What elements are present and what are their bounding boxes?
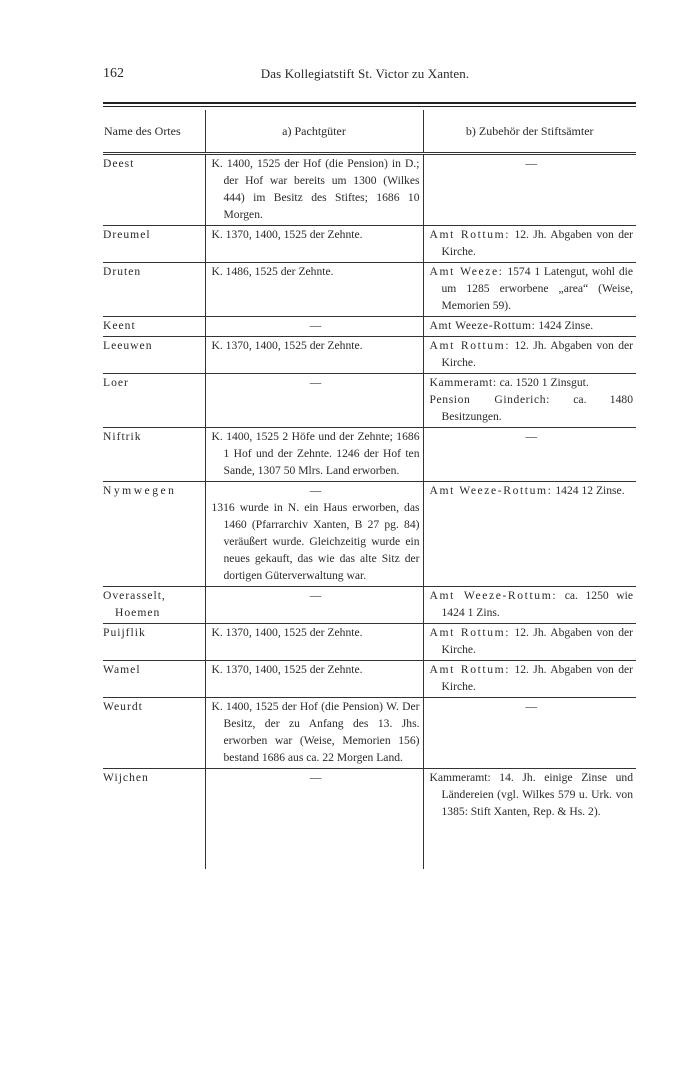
pachtgueter-cell: K. 1370, 1400, 1525 der Zehnte. (205, 337, 423, 374)
zubehoer-cell: Amt Weeze-Rottum: ca. 1250 wie 1424 1 Zins. (423, 587, 636, 624)
table-row (103, 661, 636, 698)
place-name: Leeuwen (103, 337, 205, 374)
place-name: Loer (103, 374, 205, 428)
place-name: Puijflik (103, 624, 205, 661)
running-head: Das Kollegiatstift St. Victor zu Xanten. (260, 66, 470, 81)
pachtgueter-cell: — 1316 wurde in N. ein Haus erworben, das 1460 (Pfarrarchiv Xanten, B 27 pg. 84) veräußert wurde. Gleichzeitig wurde ein neues gekauft, das wie das alte Sitz der dortigen Güterverwaltung war. (205, 482, 423, 587)
zubehoer-cell: Kammeramt: 14. Jh. einige Zinse und Ländereien (vgl. Wilkes 579 u. Urk. von 1385: Stift Xanten, Rep. & Hs. 2). (429, 771, 633, 818)
table-row (103, 482, 636, 587)
place-name: Deest (103, 154, 205, 226)
register-table (103, 110, 636, 869)
column-header-zubehoer: b) Zubehör der Stiftsämter (423, 110, 636, 154)
zubehoer-cell: Amt Rottum: 12. Jh. Abgaben von der Kirche. (423, 337, 636, 374)
table-row (103, 587, 636, 624)
zubehoer-cell: — (423, 428, 636, 482)
zubehoer-cell: Amt Rottum: 12. Jh. Abgaben von der Kirche. (423, 226, 636, 263)
column-header-pachtgueter: a) Pachtgüter (205, 110, 423, 154)
pachtgueter-cell: K. 1370, 1400, 1525 der Zehnte. (205, 661, 423, 698)
zubehoer-cell: — (423, 154, 636, 226)
pachtgueter-cell: K. 1400, 1525 2 Höfe und der Zehnte; 1686 1 Hof und der Zehnte. 1246 der Hof ten Sande, 1307 50 Mlrs. Land erworben. (205, 428, 423, 482)
zubehoer-cell: Amt Weeze-Rottum: 1424 12 Zinse. (423, 482, 636, 587)
table-row (103, 624, 636, 661)
place-name: Weurdt (103, 698, 205, 769)
pachtgueter-cell: K. 1486, 1525 der Zehnte. (205, 263, 423, 317)
table-row (103, 154, 636, 226)
place-name: Niftrik (103, 428, 205, 482)
table-row (103, 226, 636, 263)
zubehoer-cell: Amt Rottum: 12. Jh. Abgaben von der Kirche. (423, 624, 636, 661)
place-name: Wamel (103, 661, 205, 698)
pachtgueter-cell: K. 1400, 1525 der Hof (die Pension) in D.; der Hof war bereits um 1300 (Wilkes 444) im Besitz des Stiftes; 1686 10 Morgen. (205, 154, 423, 226)
pachtgueter-cell: — (205, 374, 423, 428)
table-row (103, 769, 636, 870)
table-header-row (103, 110, 636, 154)
table-row (103, 337, 636, 374)
column-header-place: Name des Ortes (103, 110, 205, 154)
pachtgueter-cell: — (205, 317, 423, 337)
table-row (103, 698, 636, 769)
header-rule (103, 102, 636, 107)
place-name: Dreumel (103, 226, 205, 263)
pachtgueter-cell: K. 1370, 1400, 1525 der Zehnte. (205, 624, 423, 661)
zubehoer-cell: Amt Weeze-Rottum: 1424 Zinse. (423, 317, 636, 337)
pachtgueter-cell: — (205, 587, 423, 624)
zubehoer-cell: Kammeramt: ca. 1520 1 Zinsgut. Pension Ginderich: ca. 1480 Besitzungen. (423, 374, 636, 428)
table-row (103, 263, 636, 317)
page-number: 162 (103, 66, 124, 81)
place-name: Keent (103, 317, 205, 337)
pachtgueter-cell: — (205, 769, 423, 870)
table-row (103, 374, 636, 428)
place-name: Druten (103, 263, 205, 317)
pachtgueter-cell: K. 1370, 1400, 1525 der Zehnte. (205, 226, 423, 263)
zubehoer-cell: — (423, 698, 636, 769)
pachtgueter-cell: K. 1400, 1525 der Hof (die Pension) W. Der Besitz, der zu Anfang des 13. Jhs. erworben war (Weise, Memorien 156) bestand 1686 aus ca. 22 Morgen Land. (205, 698, 423, 769)
table-row (103, 317, 636, 337)
place-name: Nymwegen (103, 482, 205, 587)
zubehoer-cell: Amt Weeze: 1574 1 Latengut, wohl die um 1285 erworbene „area“ (Weise, Memorien 59). (423, 263, 636, 317)
zubehoer-cell: Amt Rottum: 12. Jh. Abgaben von der Kirche. (423, 661, 636, 698)
table-row (103, 428, 636, 482)
place-name: Overasselt, Hoemen (103, 587, 205, 624)
place-name: Wijchen (103, 771, 149, 784)
